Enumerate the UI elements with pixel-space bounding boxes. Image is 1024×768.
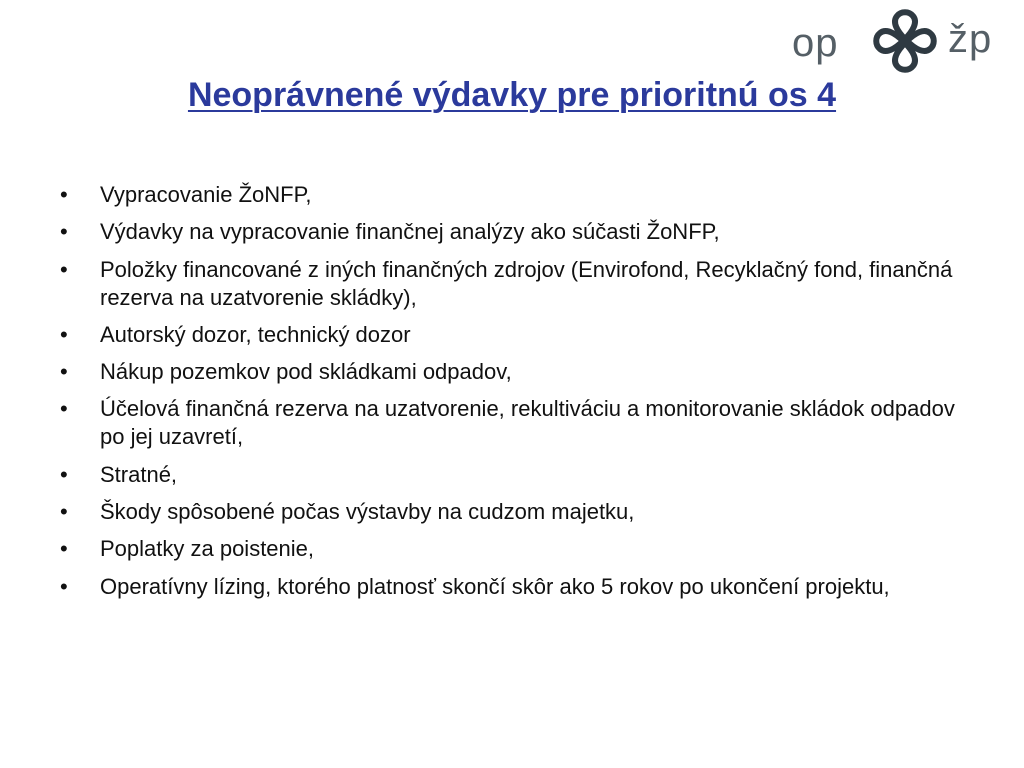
bullet-item: • Autorský dozor, technický dozor <box>56 321 956 349</box>
bullet-item: • Škody spôsobené počas výstavby na cudzom majetku, <box>56 498 956 526</box>
bullet-item: • Stratné, <box>56 461 956 489</box>
clover-knot-icon <box>870 6 940 81</box>
bullet-item: • Operatívny lízing, ktorého platnosť skončí skôr ako 5 rokov po ukončení projektu, <box>56 573 956 601</box>
bullet-item: • Nákup pozemkov pod skládkami odpadov, <box>56 358 956 386</box>
slide-title-text: Neoprávnené výdavky pre prioritnú os 4 <box>187 76 837 114</box>
bullet-item: • Výdavky na vypracovanie finančnej analýzy ako súčasti ŽoNFP, <box>56 218 956 246</box>
bullet-item: • Účelová finančná rezerva na uzatvorenie, rekultiváciu a monitorovanie skládok odpadov po jej uzavretí, <box>56 395 956 451</box>
slide-title <box>0 76 1024 115</box>
logo-text-op: op <box>792 21 839 65</box>
logo-text-zp: žp <box>948 17 993 61</box>
op-zp-logo <box>790 6 1020 76</box>
bullet-item: • Vypracovanie ŽoNFP, <box>56 181 956 209</box>
bullet-list <box>56 181 956 610</box>
bullet-item: • Poplatky za poistenie, <box>56 535 956 563</box>
bullet-item: • Položky financované z iných finančných zdrojov (Envirofond, Recyklačný fond, finančná rezerva na uzatvorenie skládky), <box>56 256 956 312</box>
